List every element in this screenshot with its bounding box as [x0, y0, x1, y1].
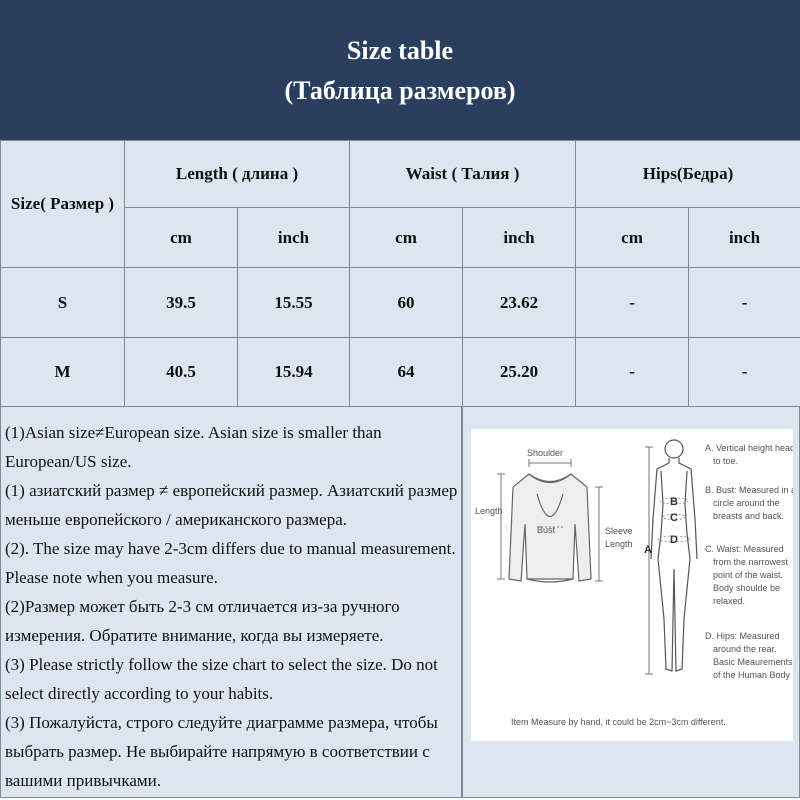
legend-line: point of the waist.	[713, 570, 784, 580]
legend-line: to toe.	[713, 456, 739, 466]
legend-line: of the Human Body	[713, 670, 791, 680]
value-cell: 40.5	[125, 338, 238, 407]
size-header: Size( Размер )	[1, 141, 125, 268]
hips-header: Hips(Бедра)	[576, 141, 800, 208]
sleeve-label: Sleeve	[605, 526, 633, 536]
table-row	[1, 268, 800, 338]
unit-header: inch	[238, 208, 350, 268]
legend-line: C. Waist: Measured	[705, 544, 784, 554]
note-text: (2). The size may have 2-3cm differs due to manual measurement. Please note when you measure.	[5, 539, 456, 587]
unit-header: inch	[463, 208, 576, 268]
page-title: Size table	[346, 36, 454, 65]
letter-c: C	[670, 512, 678, 524]
table-row	[1, 338, 800, 407]
measurement-figure-cell	[462, 406, 800, 798]
note-text: (3) Please strictly follow the size chart to select the size. Do not select directly according to your habits.	[5, 655, 438, 703]
length-label: Length	[475, 506, 503, 516]
legend-line: Body shoulde be	[713, 583, 781, 593]
value-cell: 25.20	[463, 338, 576, 407]
unit-header: inch	[689, 208, 800, 268]
page-subtitle: (Таблица размеров)	[284, 76, 516, 105]
size-table	[0, 140, 800, 407]
unit-header: cm	[125, 208, 238, 268]
value-cell: -	[689, 338, 800, 407]
legend-line: from the narrowest	[713, 557, 789, 567]
bust-label: Bust	[537, 525, 556, 535]
size-cell: S	[1, 268, 125, 338]
legend-line: D. Hips: Measured	[705, 631, 780, 641]
note-text: (1)Asian size≠European size. Asian size is smaller than European/US size.	[5, 423, 382, 471]
measurement-figure	[471, 429, 793, 741]
header-banner	[0, 0, 800, 140]
value-cell: 64	[350, 338, 463, 407]
note-text: (1) азиатский размер ≠ европейский размер. Азиатский размер меньше европейского / американского размера.	[5, 481, 458, 529]
figure-footer: Item Measure by hand, it could be 2cm~3cm different.	[511, 717, 726, 727]
unit-header: cm	[350, 208, 463, 268]
letter-a: A	[644, 544, 652, 556]
note-text: (2)Размер может быть 2-3 см отличается из-за ручного измерения. Обратите внимание, когда вы измеряете.	[5, 597, 400, 645]
shoulder-label: Shoulder	[527, 448, 564, 458]
legend-line: relaxed.	[713, 596, 746, 606]
legend-line: Basic Meaurements	[713, 657, 793, 667]
legend-line: A. Vertical height head	[705, 443, 793, 453]
unit-header: cm	[576, 208, 689, 268]
legend-line: circle around the	[713, 498, 780, 508]
waist-header: Waist ( Талия )	[350, 141, 576, 208]
value-cell: 23.62	[463, 268, 576, 338]
note-text: (3) Пожалуйста, строго следуйте диаграмме размера, чтобы выбрать размер. Не выбирайте напрямую в соответствии с вашими привычками.	[5, 713, 438, 790]
value-cell: 15.55	[238, 268, 350, 338]
measurement-diagram	[471, 429, 793, 741]
value-cell: -	[689, 268, 800, 338]
legend-line: breasts and back.	[713, 511, 785, 521]
legend-line: B. Bust: Measured in a	[705, 485, 793, 495]
value-cell: 60	[350, 268, 463, 338]
human-figure-icon	[651, 440, 697, 671]
notes-panel	[0, 406, 462, 798]
value-cell: 39.5	[125, 268, 238, 338]
value-cell: -	[576, 268, 689, 338]
length-header: Length ( длина )	[125, 141, 350, 208]
legend-line: around the rear.	[713, 644, 777, 654]
letter-d: D	[670, 534, 678, 546]
value-cell: -	[576, 338, 689, 407]
measurement-legend	[705, 443, 793, 680]
letter-b: B	[670, 496, 678, 508]
value-cell: 15.94	[238, 338, 350, 407]
sleeve-label: Length	[605, 539, 633, 549]
size-cell: M	[1, 338, 125, 407]
